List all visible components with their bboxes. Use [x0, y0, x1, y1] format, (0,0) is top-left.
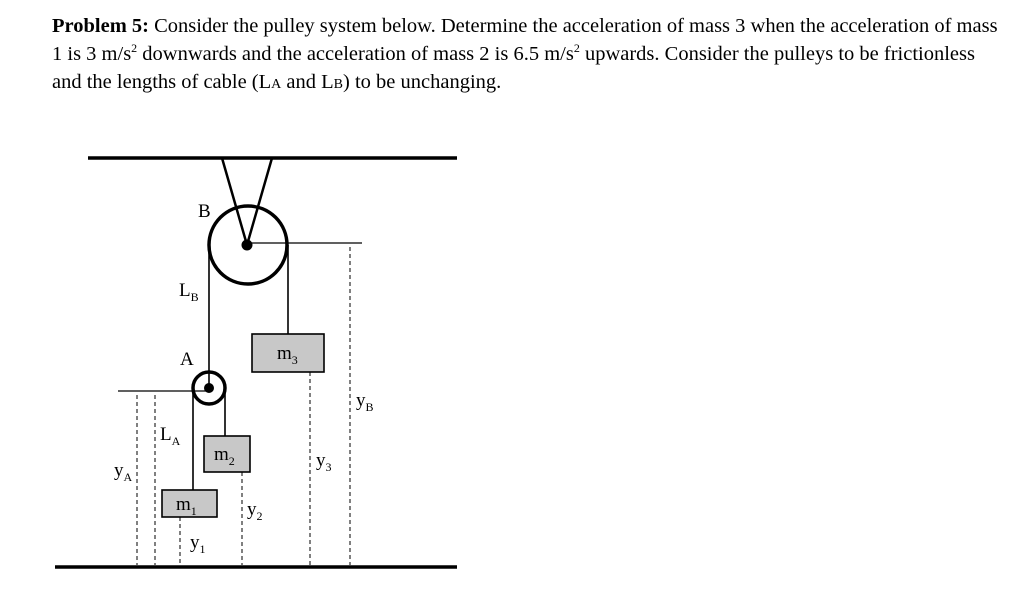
mass-3-letter: m	[277, 343, 292, 364]
yb-label	[356, 390, 374, 414]
pulley-b-label: B	[198, 201, 211, 222]
mass-2-sub: 2	[228, 454, 235, 468]
y2-sub: 2	[256, 509, 263, 523]
problem-text-2: downwards and the acceleration of mass 2 is 6.5 m/s	[137, 43, 574, 65]
pulley-b-axle	[242, 240, 252, 250]
y3-label	[316, 450, 332, 474]
problem-text-1: Consider the pulley system below. Determine the acceleration of mass 3 when the acceleration of mass 1 is 3 m/s	[52, 15, 998, 65]
y2-label	[247, 499, 263, 523]
pulley-a-label: A	[180, 349, 194, 370]
cable-lb-letter: L	[179, 280, 191, 301]
cable-la-letter: L	[160, 424, 172, 445]
lb-subscript: B	[333, 77, 343, 92]
problem-text-3: upwards. Consider the pulleys to be frictionless and the lengths of cable (L	[52, 43, 975, 93]
pulley-b-hanger	[222, 158, 272, 245]
y3-letter: y	[316, 450, 326, 471]
y3-sub: 3	[325, 460, 332, 474]
y1-letter: y	[190, 532, 200, 553]
problem-label: Problem 5:	[52, 15, 149, 37]
y1-label	[190, 532, 206, 556]
mass-1-letter: m	[176, 494, 191, 515]
problem-text-4: and L	[281, 71, 334, 93]
cable-la-sub: A	[171, 434, 181, 448]
yb-sub: B	[365, 400, 374, 414]
la-subscript: A	[271, 77, 282, 92]
ya-label	[114, 460, 133, 484]
problem-text-5: ) to be unchanging.	[343, 71, 502, 93]
mass-3-sub: 3	[291, 353, 298, 367]
mass-2-letter: m	[214, 444, 229, 465]
ya-letter: y	[114, 460, 124, 481]
squared-superscript-2: 2	[573, 41, 580, 55]
y1-sub: 1	[199, 542, 206, 556]
cable-lb-label	[179, 280, 199, 304]
cable-lb-sub: B	[190, 290, 199, 304]
squared-superscript-1: 2	[131, 41, 138, 55]
ya-sub: A	[123, 470, 133, 484]
yb-letter: y	[356, 390, 366, 411]
mass-1-sub: 1	[190, 504, 197, 518]
y2-letter: y	[247, 499, 257, 520]
cable-la-label	[160, 424, 181, 448]
